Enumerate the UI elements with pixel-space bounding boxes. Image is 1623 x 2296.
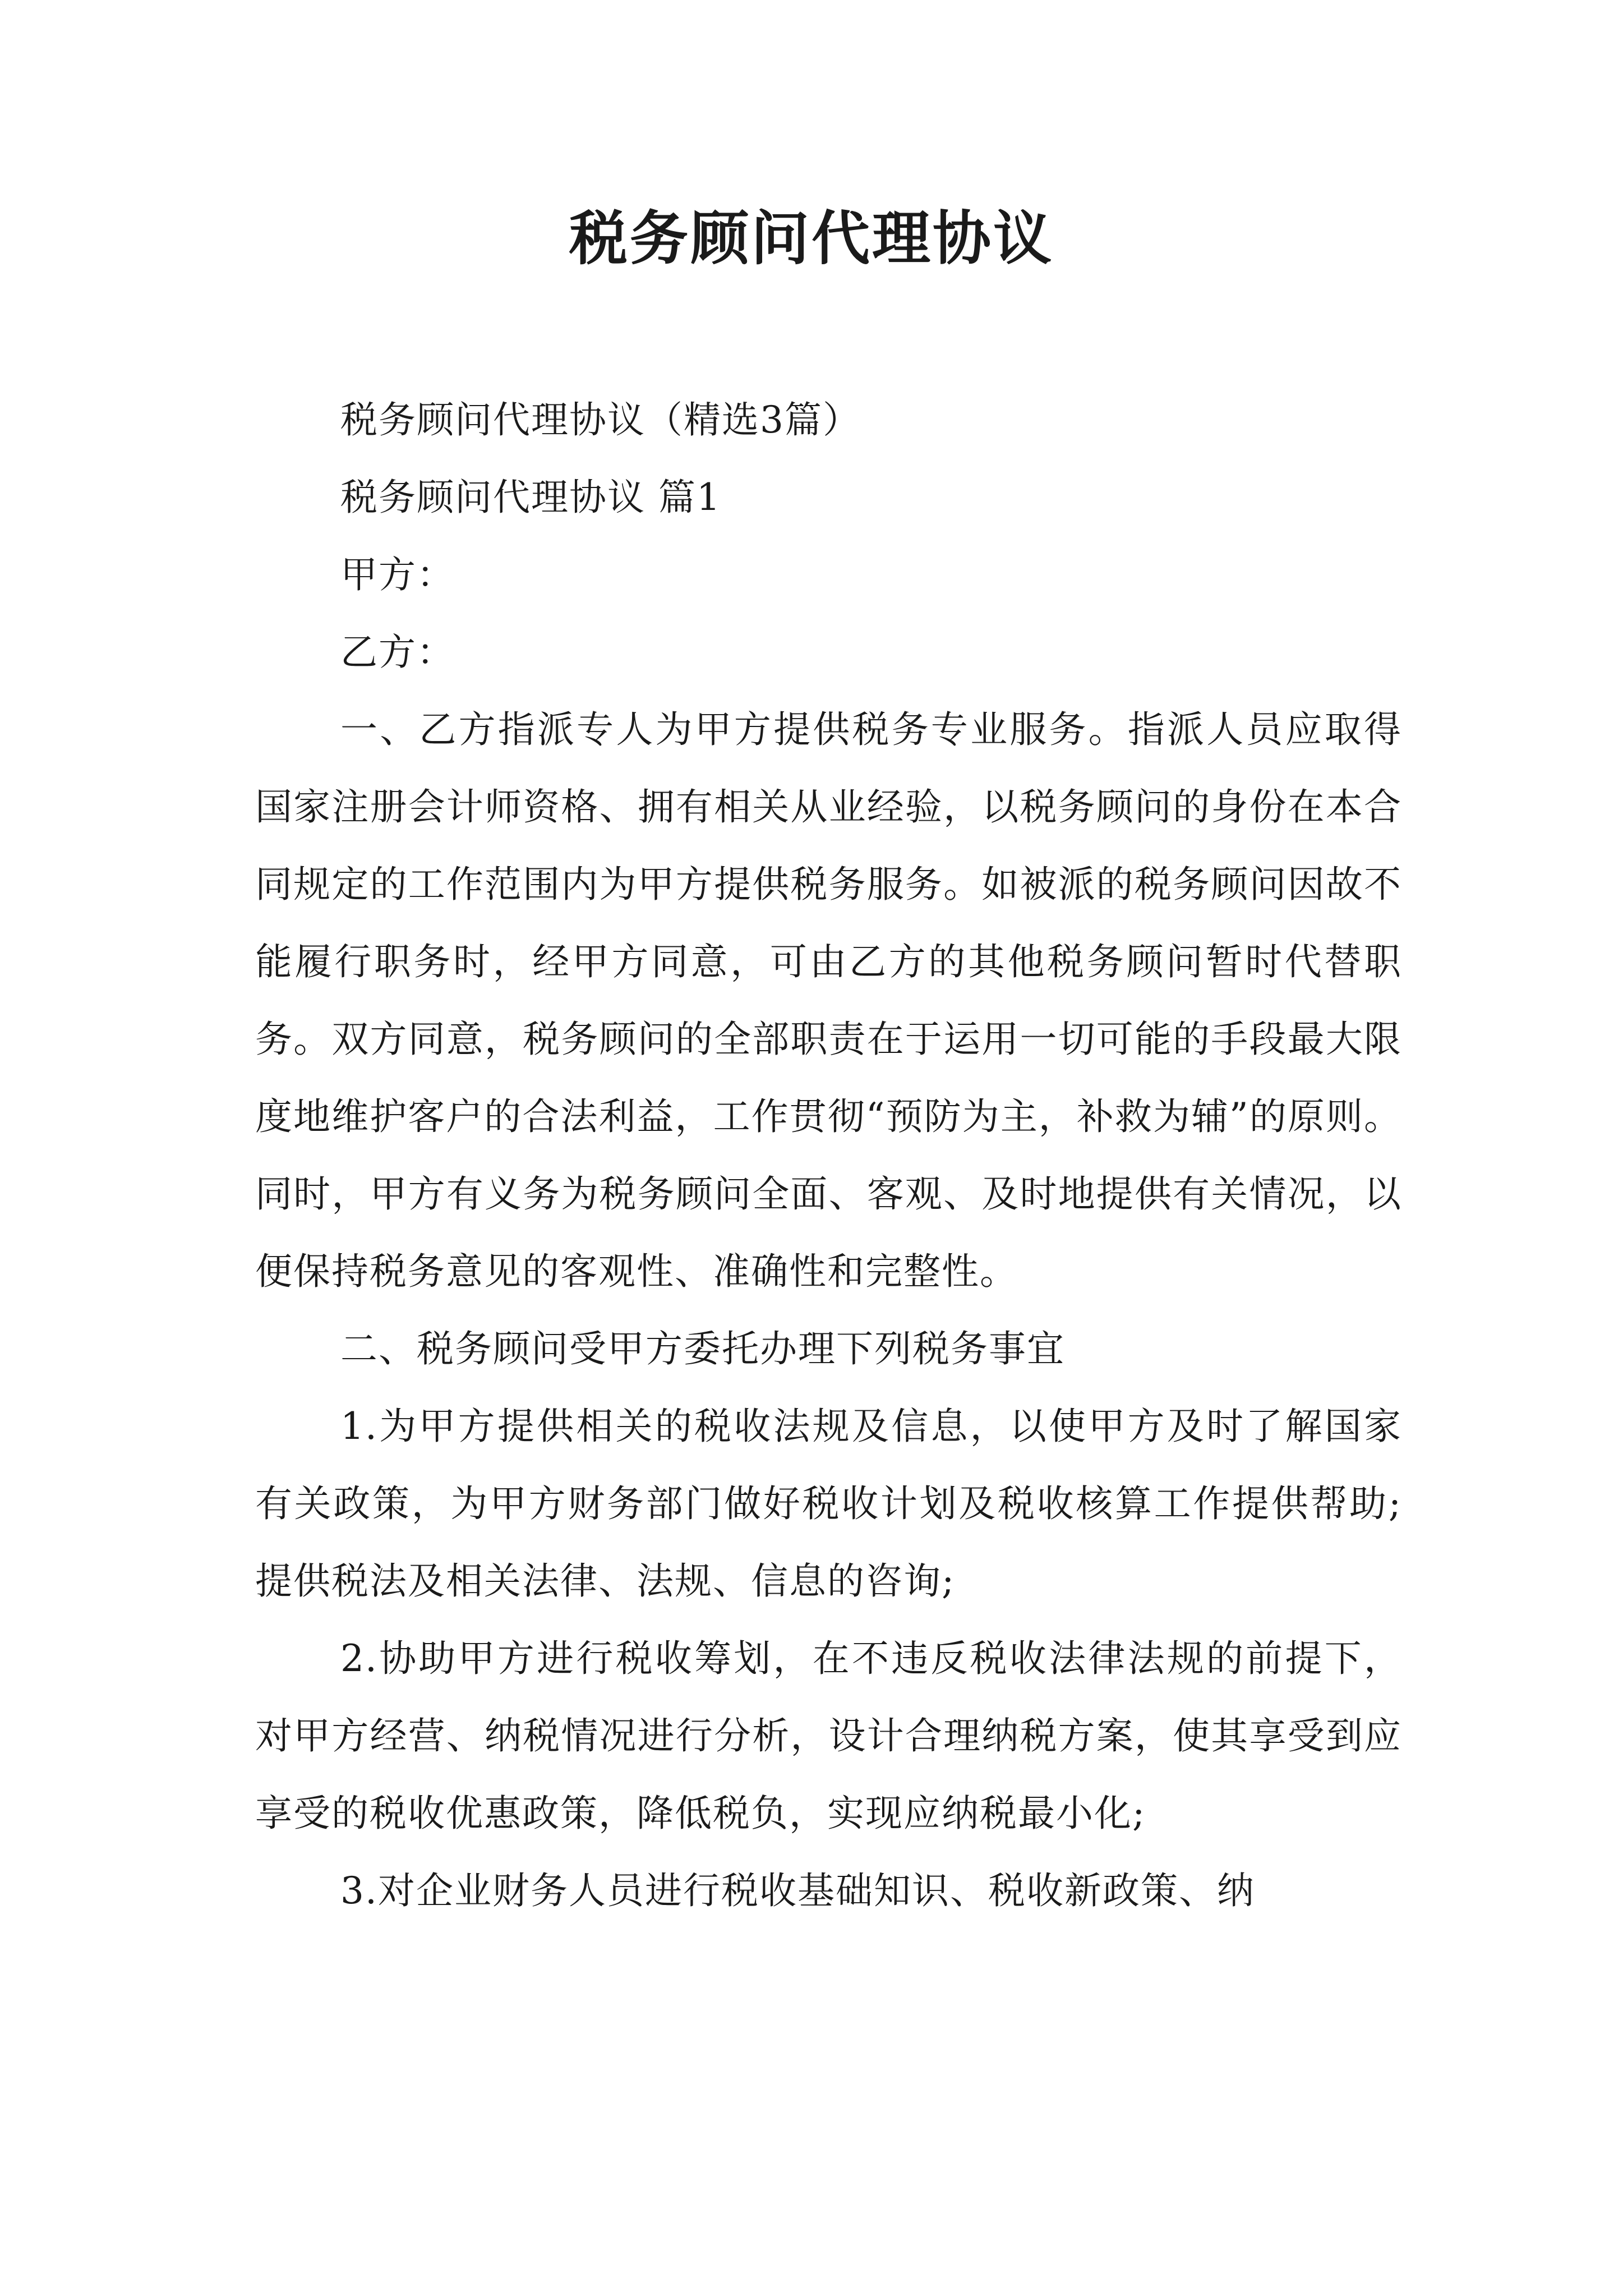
paragraph: 乙方： — [340, 631, 455, 674]
document-body — [255, 381, 1402, 1930]
paragraph: 税务顾问代理协议 篇1 — [340, 476, 721, 519]
paragraph: 3.对企业财务人员进行税收基础知识、税收新政策、纳 — [340, 1869, 1255, 1912]
paragraph: 1.为甲方提供相关的税收法规及信息，以使甲方及时了解国家有关政策，为甲方财务部门做好税收计划及税收核算工作提供帮助;提供税法及相关法律、法规、信息的咨询; — [255, 1405, 1402, 1603]
paragraph: 一、乙方指派专人为甲方提供税务专业服务。指派人员应取得国家注册会计师资格、拥有相关从业经验，以税务顾问的身份在本合同规定的工作范围内为甲方提供税务服务。如被派的税务顾问因故不能履行职务时，经甲方同意，可由乙方的其他税务顾问暂时代替职务。双方同意，税务顾问的全部职责在于运用一切可能的手段最大限度地维护客户的合法利益，工作贯彻“预防为主，补救为辅”的原则。同时，甲方有义务为税务顾问全面、客观、及时地提供有关情况，以便保持税务意见的客观性、准确性和完整性。 — [255, 708, 1402, 1293]
paragraph: 2.协助甲方进行税收筹划，在不违反税收法律法规的前提下，对甲方经营、纳税情况进行分析，设计合理纳税方案，使其享受到应享受的税收优惠政策，降低税负，实现应纳税最小化; — [255, 1637, 1402, 1835]
paragraph: 二、税务顾问受甲方委托办理下列税务事宜 — [340, 1327, 1065, 1370]
document-title: 税务顾问代理协议 — [569, 204, 1054, 273]
paragraph: 税务顾问代理协议（精选3篇） — [340, 398, 861, 441]
paragraph: 甲方： — [340, 553, 455, 596]
